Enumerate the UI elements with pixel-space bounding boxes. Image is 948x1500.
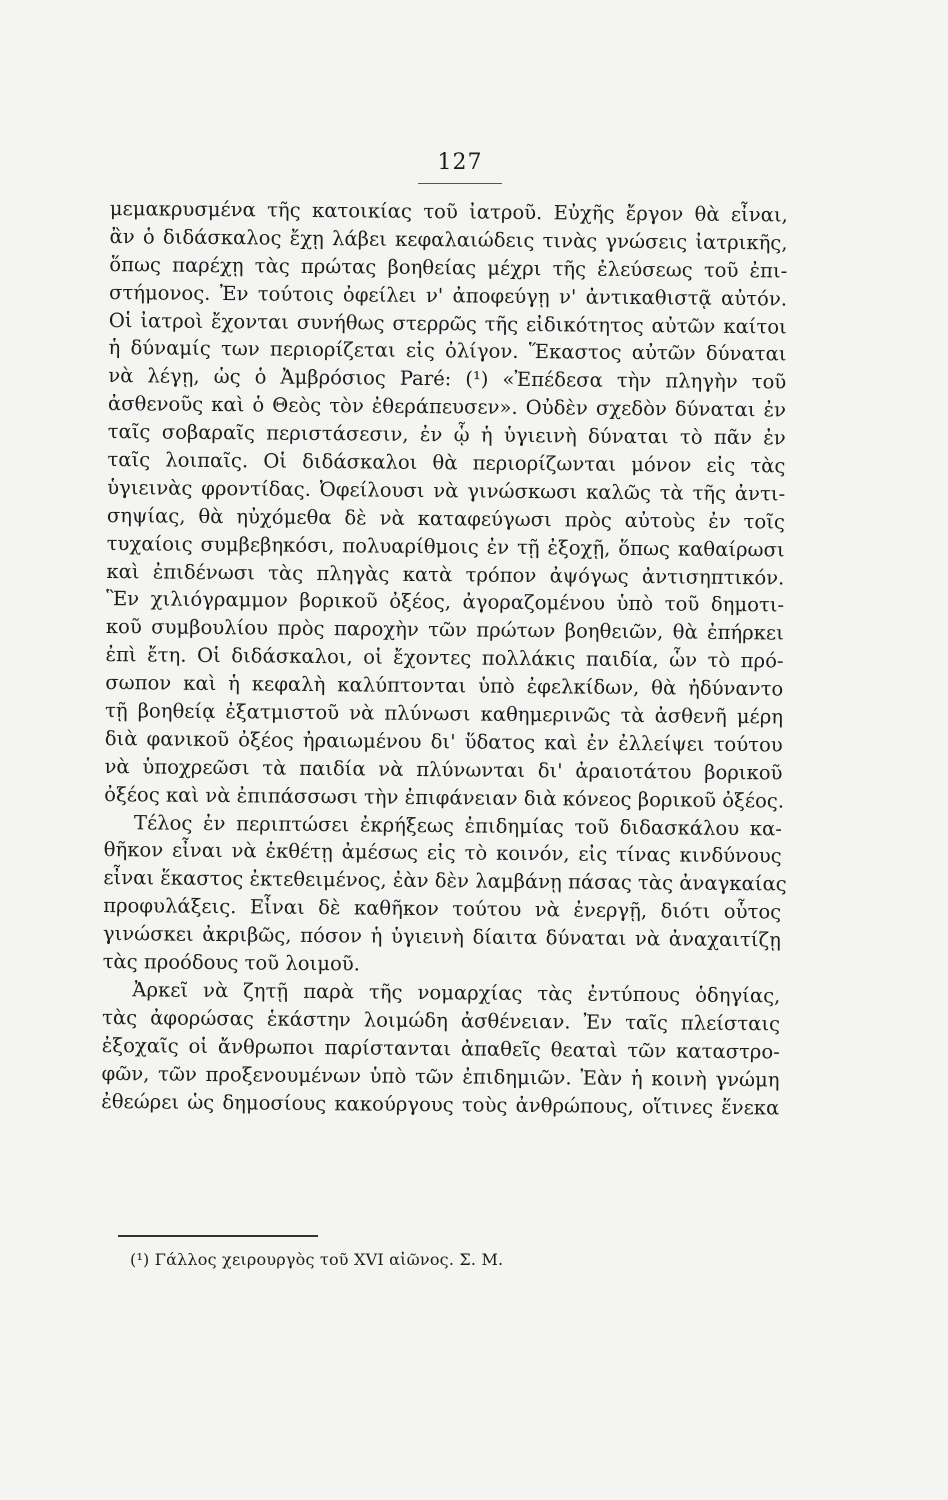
text-line: ἡ δύναμίς των περιορίζεται εἰς ὀλίγον. Ἕκαστος αὐτῶν δύναται	[108, 336, 787, 366]
footnote-rule	[118, 1235, 318, 1237]
text-line: ὅπως παρέχῃ τὰς πρώτας βοηθείας μέχρι τῆς ἐλεύσεως τοῦ ἐπι-	[109, 252, 788, 283]
text-line: κοῦ συμβουλίου πρὸς παροχὴν τῶν πρώτων βοηθειῶν, θὰ ἐπήρκει	[105, 615, 784, 645]
text-line: σηψίας, θὰ ηὐχόμεθα δὲ νὰ καταφεύγωσι πρὸς αὐτοὺς ἐν τοῖς	[106, 503, 786, 534]
text-line: ἐπὶ ἔτη. Οἱ διδάσκαλοι, οἱ ἔχοντες πολλάκις παιδία, ὧν τὸ πρό-	[105, 643, 784, 673]
text-line: σωπον καὶ ἡ κεφαλὴ καλύπτονται ὑπὸ ἐφελκίδων, θὰ ἠδύναντο	[105, 671, 784, 701]
text-line: ταῖς σοβαραῖς περιστάσεσιν, ἐν ᾧ ἡ ὑγιεινὴ δύναται τὸ πᾶν ἐν	[107, 420, 786, 450]
body-text	[101, 195, 788, 1122]
text-line: θῆκον εἶναι νὰ ἐκθέτῃ ἀμέσως εἰς τὸ κοινόν, εἰς τίνας κινδύνους	[103, 838, 782, 868]
footnote: (¹) Γάλλος χειρουργὸς τοῦ XVI αἰῶνος. Σ. Μ.	[130, 1250, 504, 1269]
text-line: νὰ ὑποχρεῶσι τὰ παιδία νὰ πλύνωνται δι' ἀραιοτάτου βορικοῦ	[104, 754, 783, 785]
text-line: προφυλάξεις. Εἶναι δὲ καθῆκον τούτου νὰ ἐνεργῇ, διότι οὗτος	[103, 894, 782, 924]
text-line: διὰ φανικοῦ ὀξέος ἠραιωμένου δι' ὕδατος καὶ ἐν ἐλλείψει τούτου	[104, 726, 783, 757]
text-line: γινώσκει ἀκριβῶς, πόσον ἡ ὑγιεινὴ δίαιτα δύναται νὰ ἀναχαιτίζῃ	[102, 922, 781, 952]
text-line: τῇ βοηθείᾳ ἐξατμιστοῦ νὰ πλύνωσι καθημερινῶς τὰ ἀσθενῆ μέρη	[104, 699, 784, 729]
text-line: μεμακρυσμένα τῆς κατοικίας τοῦ ἰατροῦ. Εὐχῆς ἔργον θὰ εἶναι,	[109, 196, 788, 227]
text-line: Οἱ ἰατροὶ ἔχονται συνήθως στερρῶς τῆς εἰδικότητος αὐτῶν καίτοι	[108, 308, 787, 339]
text-line: τυχαίοις συμβεβηκόσι, πολυαρίθμοις ἐν τῇ ἐξοχῇ, ὅπως καθαίρωσι	[106, 531, 785, 562]
text-line: καὶ ἐπιδένωσι τὰς πληγὰς κατὰ τρόπον ἀψόγως ἀντισηπτικόν.	[106, 559, 785, 590]
text-line: ὑγιεινὰς φροντίδας. Ὀφείλουσι νὰ γινώσκωσι καλῶς τὰ τῆς ἀντι-	[107, 475, 786, 506]
text-line: ἂν ὁ διδάσκαλος ἔχῃ λάβει κεφαλαιώδεις τινὰς γνώσεις ἰατρικῆς,	[109, 224, 788, 255]
text-line: ταῖς λοιπαῖς. Οἱ διδάσκαλοι θὰ περιορίζωνται μόνον εἰς τὰς	[107, 448, 786, 478]
text-line: τὰς ἀφορώσας ἑκάστην λοιμώδη ἀσθένειαν. Ἐν ταῖς πλείσταις	[101, 1005, 781, 1036]
text-line: τὰς προόδους τοῦ λοιμοῦ.	[102, 950, 361, 976]
text-line: στήμονος. Ἐν τούτοις ὀφείλει ν' ἀποφεύγῃ ν' ἀντικαθιστᾷ αὐτόν.	[108, 280, 788, 311]
text-line: ἀσθενοῦς καὶ ὁ Θεὸς τὸν ἐθεράπευσεν». Οὐδὲν σχεδὸν δύναται ἐν	[107, 392, 787, 422]
text-line: ἐξοχαῖς οἱ ἄνθρωποι παρίστανται ἀπαθεῖς θεαταὶ τῶν καταστρο-	[101, 1033, 780, 1064]
text-line: εἶναι ἕκαστος ἐκτεθειμένος, ἐὰν δὲν λαμβάνῃ πάσας τὰς ἀναγκαίας	[103, 866, 787, 896]
text-line: ἐθεώρει ὡς δημοσίους κακούργους τοὺς ἀνθρώπους, οἵτινες ἕνεκα	[101, 1089, 780, 1119]
text-line: φῶν, τῶν προξενουμένων ὑπὸ τῶν ἐπιδημιῶν. Ἐὰν ἡ κοινὴ γνώμη	[101, 1061, 780, 1092]
page-number: 127	[437, 150, 483, 175]
text-line: Ἓν χιλιόγραμμον βορικοῦ ὀξέος, ἀγοραζομένου ὑπὸ τοῦ δημοτι-	[106, 587, 785, 617]
text-line: Τέλος ἐν περιπτώσει ἐκρήξεως ἐπιδημίας τοῦ διδασκάλου κα-	[133, 810, 783, 841]
text-line: Ἀρκεῖ νὰ ζητῇ παρὰ τῆς νομαρχίας τὰς ἐντύπους ὁδηγίας,	[132, 978, 781, 1008]
text-line: νὰ λέγῃ, ὡς ὁ Ἀμβρόσιος Paré: (¹) «Ἐπέδεσα τὴν πληγὴν τοῦ	[108, 364, 787, 394]
page-number-rule	[418, 183, 502, 184]
text-line: ὀξέος καὶ νὰ ἐπιπάσσωσι τὴν ἐπιφάνειαν διὰ κόνεος βορικοῦ ὀξέος.	[104, 782, 785, 813]
